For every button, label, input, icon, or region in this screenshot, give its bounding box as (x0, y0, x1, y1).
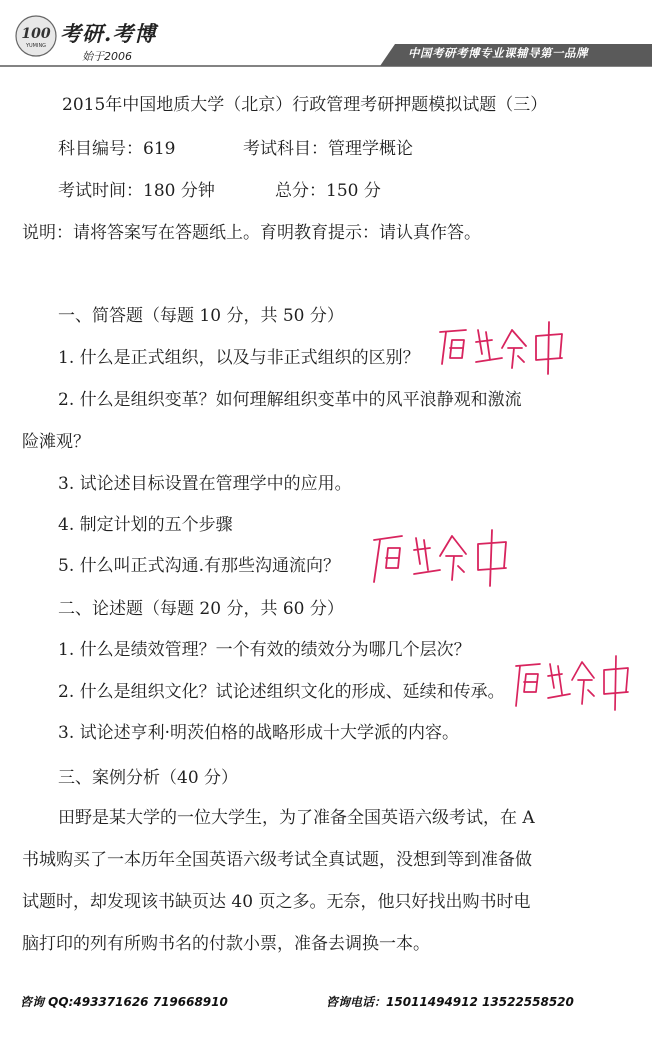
section-1-heading: 一、简答题（每题 10 分，共 50 分） (58, 306, 344, 326)
question-2-2: 2. 什么是组织文化？试论述组织文化的形成、延续和传承。 (58, 682, 505, 702)
handwritten-mark-2 (366, 524, 526, 590)
brand-since: 始于2006 (82, 50, 132, 63)
subject-name: 考试科目：管理学概论 (243, 139, 413, 159)
question-1-1: 1. 什么是正式组织，以及与非正式组织的区别？ (58, 348, 420, 368)
footer-phone-contact: 咨询电话：15011494912 13522558520 (326, 995, 574, 1009)
case-paragraph-line-3: 试题时，却发现该书缺页达 40 页之多。无奈，他只好找出购书时电 (22, 892, 531, 912)
brand-name: 考研.考博 (60, 21, 157, 46)
logo-subtext: YUMING (25, 43, 47, 49)
logo-icon (14, 14, 58, 58)
handwritten-mark-3 (510, 652, 642, 714)
footer-qq-contact: 咨询 QQ:493371626 719668910 (20, 995, 228, 1009)
question-1-3: 3. 试论述目标设置在管理学中的应用。 (58, 474, 352, 494)
exam-time: 考试时间：180 分钟 (58, 181, 215, 201)
section-2-heading: 二、论述题（每题 20 分，共 60 分） (58, 599, 344, 619)
exam-title: 2015年中国地质大学（北京）行政管理考研押题模拟试题（三） (62, 95, 548, 115)
header-slogan: 中国考研考博专业课辅导第一品牌 (408, 46, 588, 60)
case-paragraph-line-4: 脑打印的列有所购书名的付款小票，准备去调换一本。 (22, 934, 430, 954)
question-1-2-cont: 险滩观？ (22, 432, 90, 452)
subject-code: 科目编号：619 (58, 139, 176, 159)
question-2-3: 3. 试论述亨利·明茨伯格的战略形成十大学派的内容。 (58, 723, 460, 743)
logo-number: 100 (21, 26, 51, 42)
total-score: 总分：150 分 (275, 181, 381, 201)
handwritten-mark-1 (432, 318, 582, 378)
exam-instructions: 说明：请将答案写在答题纸上。育明教育提示：请认真作答。 (22, 223, 481, 243)
section-3-heading: 三、案例分析（40 分） (58, 768, 239, 788)
question-1-4: 4. 制定计划的五个步骤 (58, 515, 233, 535)
case-paragraph-line-2: 书城购买了一本历年全国英语六级考试全真试题，没想到等到准备做 (22, 850, 532, 870)
question-1-5: 5. 什么叫正式沟通.有那些沟通流向？ (58, 556, 341, 576)
question-2-1: 1. 什么是绩效管理？一个有效的绩效分为哪几个层次？ (58, 640, 471, 660)
case-paragraph-line-1: 田野是某大学的一位大学生，为了准备全国英语六级考试，在 A (58, 808, 535, 828)
question-1-2: 2. 什么是组织变革？如何理解组织变革中的风平浪静观和激流 (58, 390, 522, 410)
